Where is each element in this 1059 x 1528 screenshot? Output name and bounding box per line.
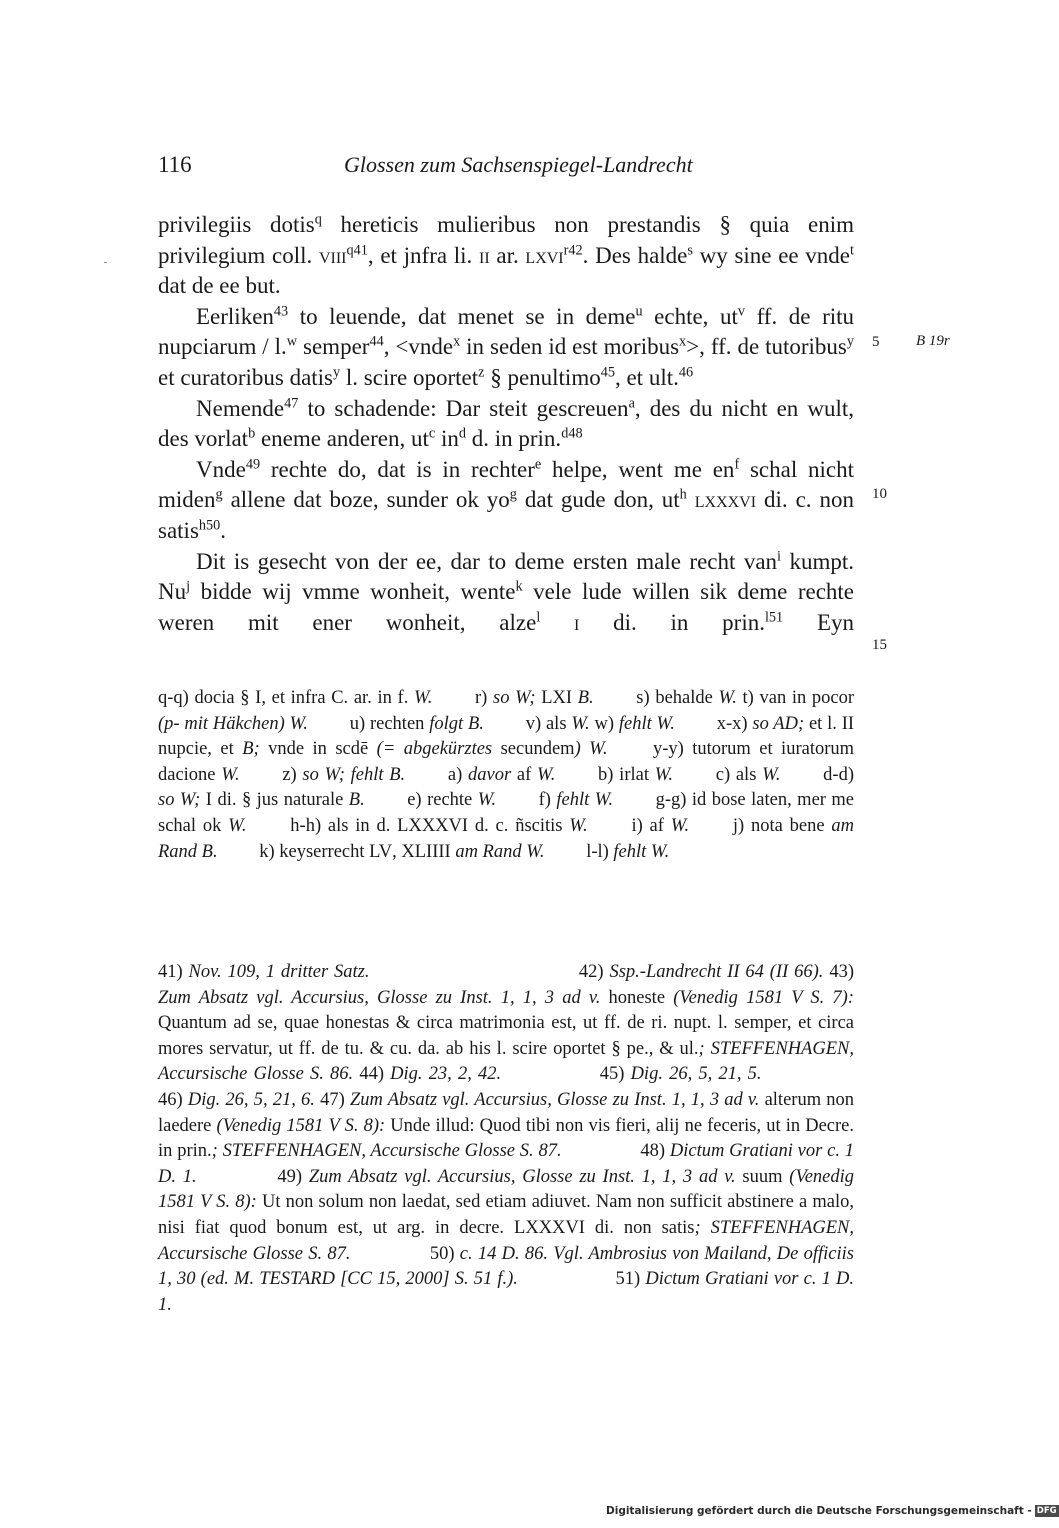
apparatus-entries: q-q) docia § I, et infra C. ar. in f. W. r) so W; LXI B. s) behalde W. t) van in pocor (p- mit Häkchen) W. u) rechten folgt B. v) als W. w) fehlt W. x-x) so AD; et l. II nupcie, et B; vnde in scdē (= abgekürztes secundem) W. y-y) tutorum et iuratorum dacione W. z) so W; fehlt B. a) davor af W. b) irlat W. c) als W. d-d) so W; I di. § jus naturale B. e) rechte W. f) fehlt W. g-g) id bose laten, mer me schal ok W. h-h) als in d. LXXXVI d. c. ñscitis W. i) af W. j) nota bene am Rand B. k) keyserrecht LV, XLIIII am Rand W. l-l) fehlt W. <box>158 688 855 862</box>
digitization-credit <box>606 1505 1059 1517</box>
paragraph-2: Eerliken$^{43}$ to leuende, dat menet se in deme$^u$ echte, $ut^v$ ff. de ritu nupciarum / l.$^w$ semper$^{44}$, <vnde$^x$ in seden id est moribus$^x$>, ff. de tutoribus$^y$ et curatoribus datis$^y$ l. scire oportet$^z$ § penultimo$^{45}$, et ult.$^{46}$ <box>158 303 855 390</box>
line-number-15: 15 <box>872 637 887 653</box>
page-header <box>158 152 858 184</box>
page-number: 116 <box>158 152 192 177</box>
dfg-logo: DFG <box>1036 1506 1057 1516</box>
paragraph-4: Vnde$^{49}$ rechte do, dat is in rechter$^e$ helpe, went me $en^f$ schal nicht miden$^g$ allene dat boze, sunder ok $yo^g$ dat gude don, $ut^h$ lxxxvi di. c. non satis$^{h50}$. <box>158 456 855 543</box>
paragraph-1: privilegiis dotis$^q$ hereticis mulieribus non prestandis § quia enim privilegium coll. viii$^{q41}$, et jnfra li. ii ar. lxvi$^{r42}$. Des halde$^s$ wy sine ee vnde$^t$ dat de ee but. <box>158 211 854 299</box>
footnotes <box>158 960 854 1318</box>
margin-mark <box>104 262 107 263</box>
paragraph-5: Dit is gesecht von der ee, dar to deme ersten male recht van$^i$ kumpt. Nu$^j$ bidde wij vmme wonheit, wente$^k$ vele lude willen sik deme rechte weren mit ener wonheit, alze$^l$ i di. in prin.$^{l51}$ Eyn <box>158 547 855 635</box>
manuscript-folio-ref: B 19r <box>916 333 950 349</box>
main-text <box>158 210 854 638</box>
line-number-5: 5 <box>872 334 880 350</box>
critical-apparatus <box>158 686 854 865</box>
footnote-entries: 41) Nov. 109, 1 dritter Satz. 42) Ssp.-Landrecht II 64 (II 66). 43) Zum Absatz vgl. Accursius, Glosse zu Inst. 1, 1, 3 ad v. honeste (Venedig 1581 V S. 7): Quantum ad se, quae honestas & circa matrimonia est, ut ff. de ri. nupt. l. semper, et circa mores servatur, ut ff. de tu. & cu. da. ab his l. scire oportet § pe., & ul.; STEFFENHAGEN, Accursische Glosse S. 86. 44) Dig. 23, 2, 42. 45) Dig. 26, 5, 21, 5. 46) Dig. 26, 5, 21, 6. 47) Zum Absatz vgl. Accursius, Glosse zu Inst. 1, 1, 3 ad v. alterum non laedere (Venedig 1581 V S. 8): Unde illud: Quod tibi non vis fieri, alij ne feceris, ut in Decre. in prin.; STEFFENHAGEN, Accursische Glosse S. 87. 48) Dictum Gratiani vor c. 1 D. 1. 49) Zum Absatz vgl. Accursius, Glosse zu Inst. 1, 1, 3 ad v. suum (Venedig 1581 V S. 8): Ut non solum non laedat, sed etiam adiuvet. Nam non sufficit abstinere a malo, nisi fiat quod bonum est, ut arg. in decre. LXXXVI di. non satis; STEFFENHAGEN, Accursische Glosse S. 87. 50) c. 14 D. 86. Vgl. Ambrosius von Mailand, De officiis 1, 30 (ed. M. TESTARD [CC 15, 2000] S. 51 f.). 51) Dictum Gratiani vor c. 1 D. 1. <box>158 962 855 1315</box>
paragraph-3: Nemende$^{47}$ to schadende: Dar steit gescreuen$^a$, des du nicht en wult, des vorlat$^b$ eneme anderen, $ut^c$ $in^d$ d. in prin.$^{d48}$ <box>158 394 854 452</box>
line-number-10: 10 <box>872 486 887 502</box>
running-title: Glossen zum Sachsenspiegel-Landrecht <box>344 152 693 177</box>
credit-text: Digitalisierung gefördert durch die Deutsche Forschungsgemeinschaft - <box>606 1505 1032 1517</box>
